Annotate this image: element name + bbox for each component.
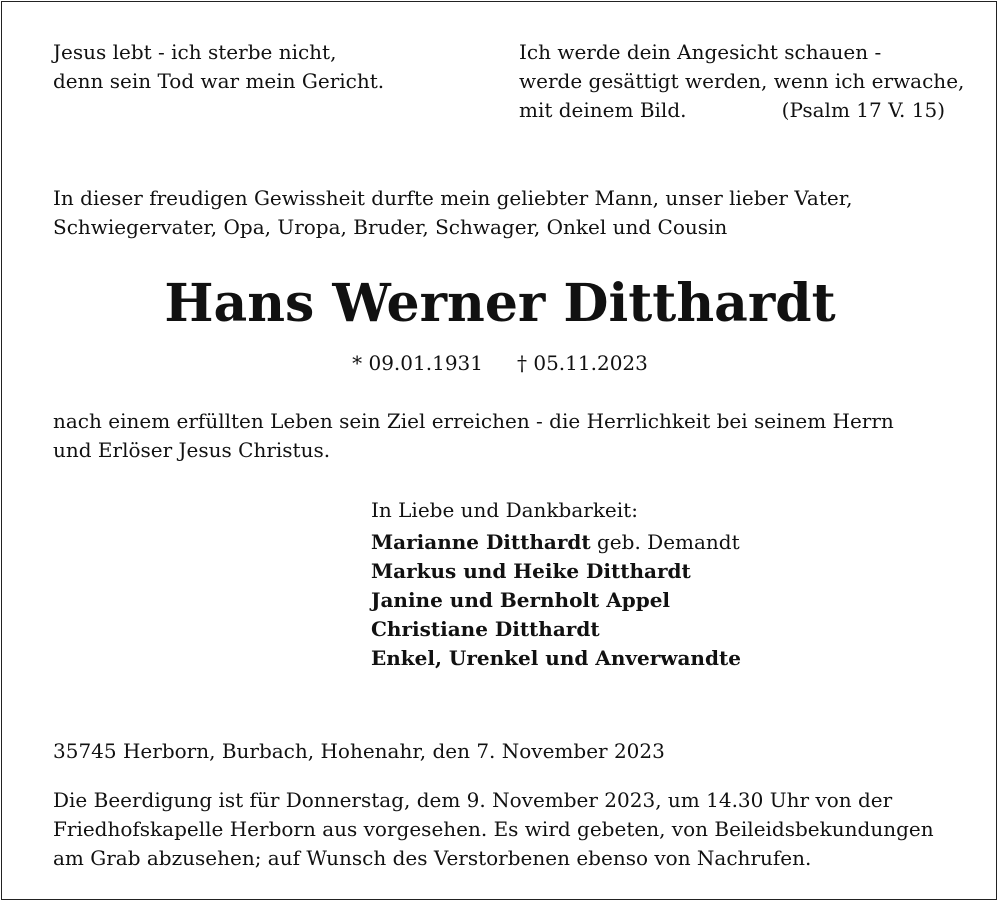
verse-right-line: werde gesättigt werden, wenn ich erwache,: [519, 69, 965, 93]
intro-text: [53, 184, 852, 242]
verse-right-last-row: [519, 96, 945, 125]
place-date: 35745 Herborn, Burbach, Hohenahr, den 7. November 2023: [53, 739, 665, 763]
mourner-name: Janine und Bernholt Appel: [371, 588, 671, 612]
verse-left-line: denn sein Tod war mein Gericht.: [53, 69, 385, 93]
mourner-maiden-name: geb. Demandt: [590, 530, 740, 554]
verse-left: [53, 38, 384, 96]
deceased-name: Hans Werner Ditthardt: [164, 273, 836, 334]
body-line: nach einem erfüllten Leben sein Ziel erreichen - die Herrlichkeit bei seinem Herrn: [53, 409, 894, 433]
mourner-name: Christiane Ditthardt: [371, 617, 600, 641]
funeral-line: am Grab abzusehen; auf Wunsch des Verstorbenen ebenso von Nachrufen.: [53, 846, 812, 870]
funeral-info: [53, 786, 934, 873]
verse-left-line: Jesus lebt - ich sterbe nicht,: [53, 40, 337, 64]
birth-date: * 09.01.1931: [352, 351, 483, 375]
death-date: † 05.11.2023: [517, 351, 648, 375]
psalm-reference: (Psalm 17 V. 15): [781, 98, 945, 122]
intro-line: In dieser freudigen Gewissheit durfte mein geliebter Mann, unser lieber Vater,: [53, 186, 853, 210]
verse-right-line: mit deinem Bild.: [519, 98, 687, 122]
body-text: [53, 407, 894, 465]
life-dates: [0, 349, 1000, 378]
body-line: und Erlöser Jesus Christus.: [53, 438, 331, 462]
mourners-block: [371, 496, 741, 673]
mourner-name: Marianne Ditthardt: [371, 530, 591, 554]
mourner-name: Enkel, Urenkel und Anverwandte: [371, 646, 741, 670]
funeral-line: Friedhofskapelle Herborn aus vorgesehen. Es wird gebeten, von Beileidsbekundungen: [53, 817, 934, 841]
mourners-heading: In Liebe und Dankbarkeit:: [371, 498, 638, 522]
mourner-first: [371, 528, 741, 557]
funeral-line: Die Beerdigung ist für Donnerstag, dem 9. November 2023, um 14.30 Uhr von der: [53, 788, 893, 812]
mourner-name: Markus und Heike Ditthardt: [371, 559, 691, 583]
verse-right: [519, 38, 964, 125]
verse-right-line: Ich werde dein Angesicht schauen -: [519, 40, 882, 64]
intro-line: Schwiegervater, Opa, Uropa, Bruder, Schwager, Onkel und Cousin: [53, 215, 728, 239]
